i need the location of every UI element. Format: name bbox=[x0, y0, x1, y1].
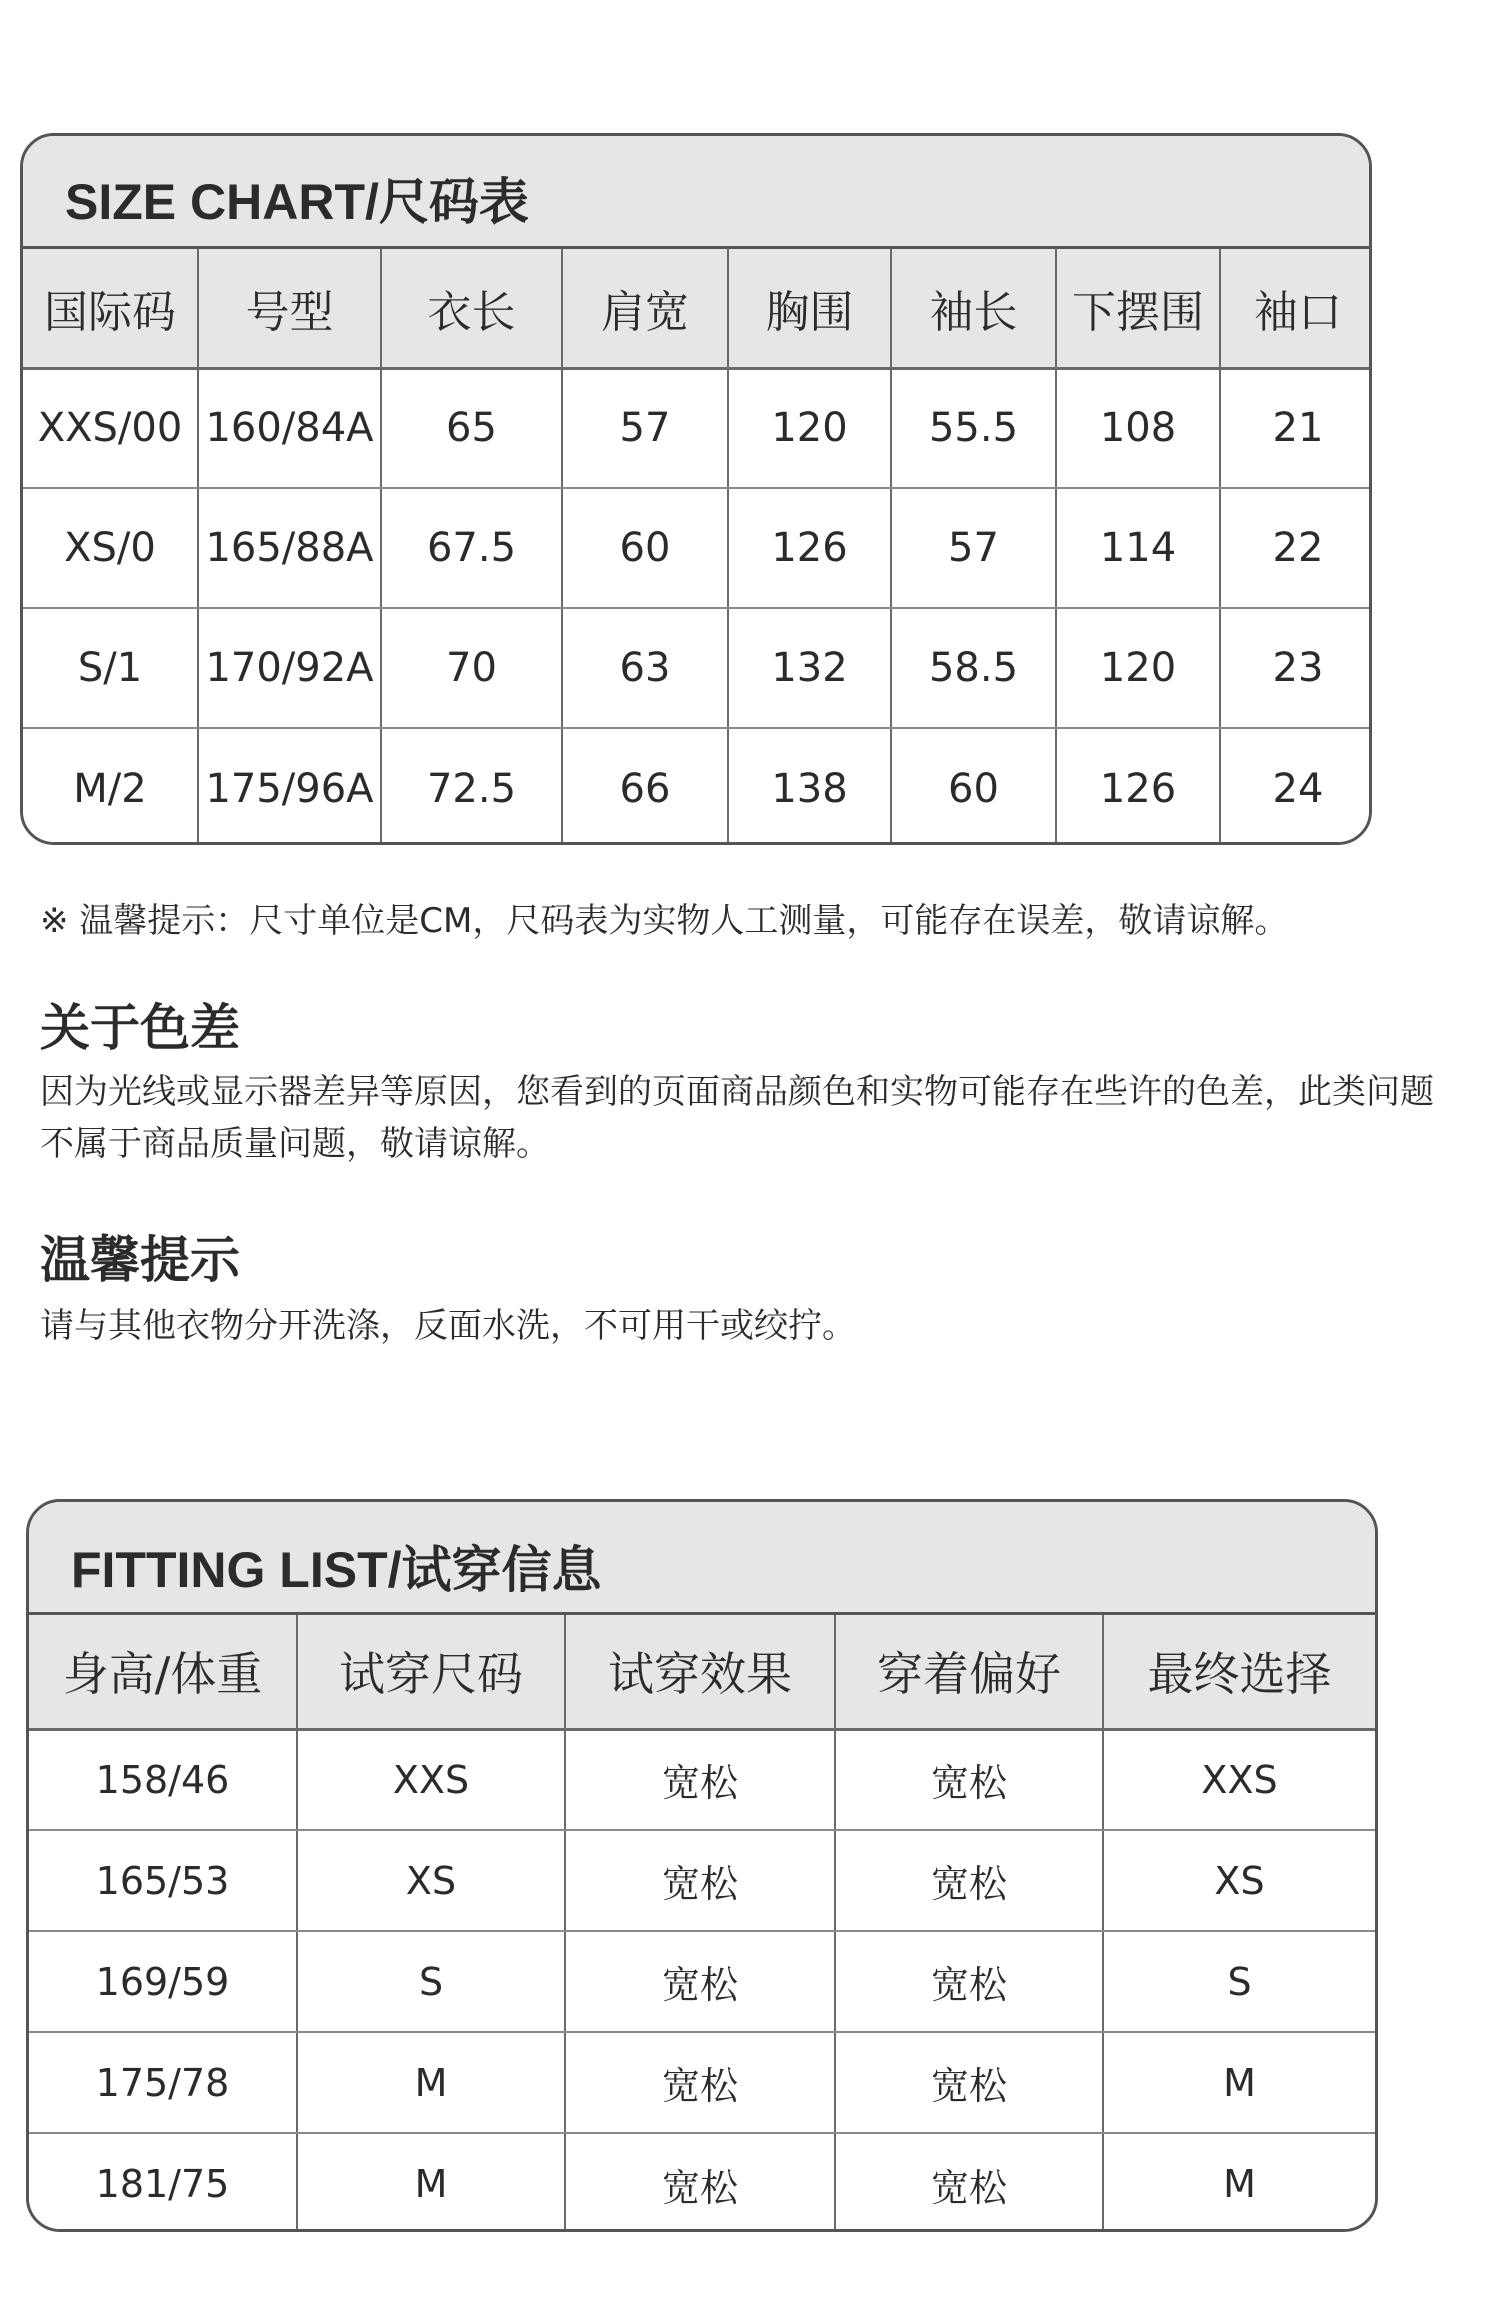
table-cell: XS/0 bbox=[23, 488, 198, 608]
fitting-header-effect: 试穿效果 bbox=[565, 1615, 835, 1729]
table-cell: 114 bbox=[1056, 488, 1220, 608]
fitting-header-size: 试穿尺码 bbox=[297, 1615, 565, 1729]
table-cell: 宽松 bbox=[835, 2133, 1103, 2232]
table-cell: 宽松 bbox=[565, 2133, 835, 2232]
care-tips-heading: 温馨提示 bbox=[40, 1231, 240, 1289]
table-cell: 66 bbox=[562, 728, 728, 845]
table-cell: 22 bbox=[1220, 488, 1372, 608]
table-cell: 170/92A bbox=[198, 608, 381, 728]
table-cell: M bbox=[1103, 2133, 1375, 2232]
table-cell: 169/59 bbox=[29, 1931, 297, 2032]
table-cell: 126 bbox=[728, 488, 891, 608]
table-row bbox=[23, 728, 1372, 845]
size-chart-note: ※ 温馨提示：尺寸单位是CM，尺码表为实物人工测量，可能存在误差，敬请谅解。 bbox=[40, 901, 1289, 941]
table-cell: M bbox=[1103, 2032, 1375, 2133]
table-cell: 120 bbox=[728, 368, 891, 488]
table-cell: 60 bbox=[891, 728, 1056, 845]
fitting-header-preference: 穿着偏好 bbox=[835, 1615, 1103, 1729]
table-cell: XXS bbox=[297, 1729, 565, 1830]
table-cell: 158/46 bbox=[29, 1729, 297, 1830]
fitting-header-final-choice: 最终选择 bbox=[1103, 1615, 1375, 1729]
table-cell: 55.5 bbox=[891, 368, 1056, 488]
table-row bbox=[29, 1830, 1375, 1931]
table-cell: S bbox=[1103, 1931, 1375, 2032]
table-cell: 宽松 bbox=[565, 1729, 835, 1830]
fitting-list-table bbox=[29, 1615, 1375, 2232]
table-cell: 175/78 bbox=[29, 2032, 297, 2133]
fitting-list-card bbox=[26, 1499, 1378, 2232]
size-chart-header-row bbox=[23, 249, 1372, 368]
table-cell: M/2 bbox=[23, 728, 198, 845]
table-cell: XS bbox=[1103, 1830, 1375, 1931]
size-header-fit: 号型 bbox=[198, 249, 381, 368]
table-row bbox=[29, 1729, 1375, 1830]
size-header-intl: 国际码 bbox=[23, 249, 198, 368]
table-cell: XXS/00 bbox=[23, 368, 198, 488]
color-difference-heading: 关于色差 bbox=[40, 999, 240, 1057]
size-header-sleeve: 袖长 bbox=[891, 249, 1056, 368]
size-header-shoulder: 肩宽 bbox=[562, 249, 728, 368]
size-header-hem: 下摆围 bbox=[1056, 249, 1220, 368]
size-chart-table bbox=[23, 249, 1372, 845]
table-cell: 72.5 bbox=[381, 728, 562, 845]
table-cell: 宽松 bbox=[565, 1830, 835, 1931]
table-cell: 宽松 bbox=[565, 2032, 835, 2133]
care-tips-text: 请与其他衣物分开洗涤，反面水洗，不可用干或绞拧。 bbox=[40, 1306, 856, 1346]
table-cell: 宽松 bbox=[835, 1729, 1103, 1830]
table-cell: XXS bbox=[1103, 1729, 1375, 1830]
table-row bbox=[23, 368, 1372, 488]
table-row bbox=[23, 608, 1372, 728]
table-cell: 65 bbox=[381, 368, 562, 488]
table-cell: 宽松 bbox=[835, 2032, 1103, 2133]
table-cell: 165/88A bbox=[198, 488, 381, 608]
table-cell: 24 bbox=[1220, 728, 1372, 845]
table-cell: 57 bbox=[562, 368, 728, 488]
table-cell: 宽松 bbox=[835, 1931, 1103, 2032]
table-cell: S/1 bbox=[23, 608, 198, 728]
table-cell: 181/75 bbox=[29, 2133, 297, 2232]
table-cell: 宽松 bbox=[835, 1830, 1103, 1931]
table-cell: 108 bbox=[1056, 368, 1220, 488]
table-cell: 70 bbox=[381, 608, 562, 728]
table-cell: 58.5 bbox=[891, 608, 1056, 728]
color-difference-text: 因为光线或显示器差异等原因，您看到的页面商品颜色和实物可能存在些许的色差，此类问题不属于商品质量问题，敬请谅解。 bbox=[40, 1072, 1434, 1164]
table-cell: 60 bbox=[562, 488, 728, 608]
table-cell: M bbox=[297, 2133, 565, 2232]
table-row bbox=[23, 488, 1372, 608]
table-cell: 126 bbox=[1056, 728, 1220, 845]
table-cell: 23 bbox=[1220, 608, 1372, 728]
table-cell: 165/53 bbox=[29, 1830, 297, 1931]
table-cell: 132 bbox=[728, 608, 891, 728]
table-cell: 21 bbox=[1220, 368, 1372, 488]
table-cell: XS bbox=[297, 1830, 565, 1931]
fitting-header-row bbox=[29, 1615, 1375, 1729]
table-cell: 67.5 bbox=[381, 488, 562, 608]
table-cell: M bbox=[297, 2032, 565, 2133]
size-header-cuff: 袖口 bbox=[1220, 249, 1372, 368]
table-row bbox=[29, 1931, 1375, 2032]
table-cell: 120 bbox=[1056, 608, 1220, 728]
table-cell: 138 bbox=[728, 728, 891, 845]
table-cell: 宽松 bbox=[565, 1931, 835, 2032]
table-cell: 63 bbox=[562, 608, 728, 728]
size-header-chest: 胸围 bbox=[728, 249, 891, 368]
table-cell: 57 bbox=[891, 488, 1056, 608]
table-row bbox=[29, 2032, 1375, 2133]
fitting-header-height-weight: 身高/体重 bbox=[29, 1615, 297, 1729]
size-chart-title: SIZE CHART/尺码表 bbox=[23, 136, 1369, 249]
size-header-length: 衣长 bbox=[381, 249, 562, 368]
table-cell: S bbox=[297, 1931, 565, 2032]
table-cell: 175/96A bbox=[198, 728, 381, 845]
table-cell: 160/84A bbox=[198, 368, 381, 488]
size-chart-card bbox=[20, 133, 1372, 845]
fitting-list-title: FITTING LIST/试穿信息 bbox=[29, 1502, 1375, 1615]
table-row bbox=[29, 2133, 1375, 2232]
